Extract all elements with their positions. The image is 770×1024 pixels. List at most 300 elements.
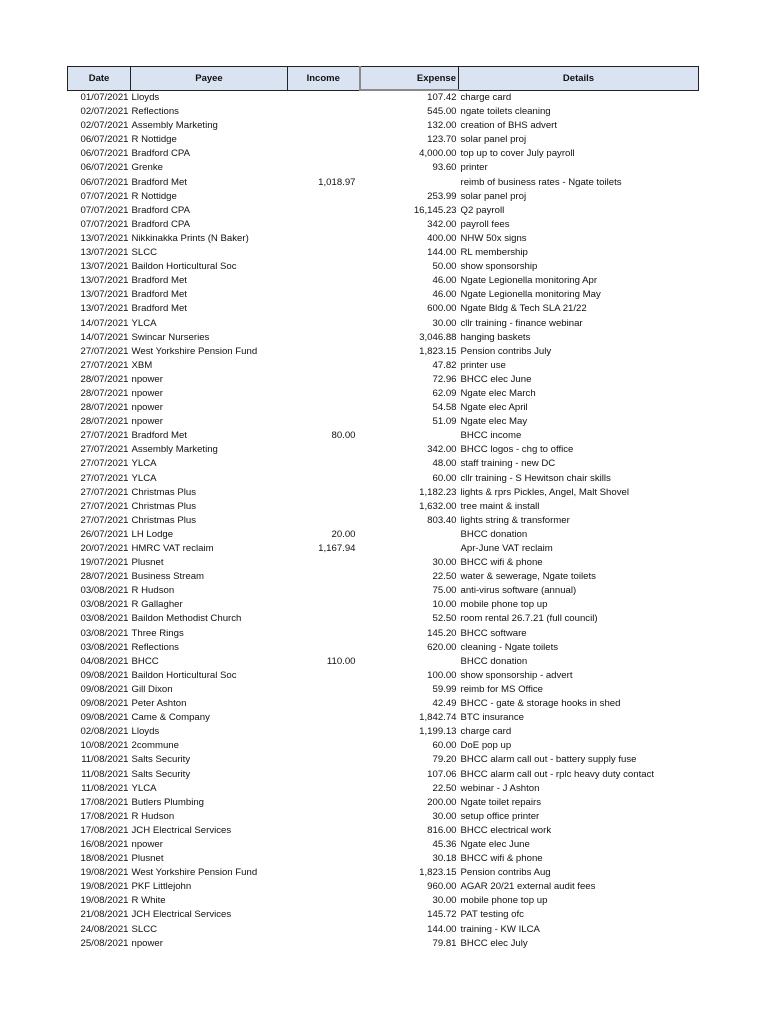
table-row	[68, 866, 699, 880]
cell-date: 07/07/2021	[80, 190, 129, 202]
table-row	[68, 373, 699, 387]
cell-details: hanging baskets	[460, 331, 531, 343]
cell-payee: Grenke	[131, 162, 163, 174]
cell-date: 11/08/2021	[81, 754, 129, 766]
cell-details: solar panel proj	[460, 190, 527, 202]
cell-income	[288, 852, 360, 866]
table-row	[68, 908, 699, 922]
cell-income	[288, 725, 360, 739]
cell-income	[288, 796, 360, 810]
cell-expense: 132.00	[427, 120, 457, 132]
cell-expense: 30.18	[432, 853, 457, 865]
cell-date: 19/07/2021	[80, 557, 129, 569]
cell-expense: 30.00	[432, 895, 457, 907]
cell-details: tree maint & install	[460, 500, 540, 512]
cell-details: BHCC donation	[460, 528, 528, 540]
cell-income: 110.00	[326, 655, 356, 667]
table-row	[68, 147, 699, 161]
cell-date: 25/08/2021	[80, 937, 129, 949]
cell-expense: 79.81	[432, 937, 457, 949]
cell-income	[288, 204, 360, 218]
cell-date: 03/08/2021	[80, 599, 129, 611]
cell-income	[288, 472, 360, 486]
cell-expense: 1,199.13	[419, 726, 457, 738]
cell-income	[288, 345, 360, 359]
cell-details: BHCC alarm call out - rplc heavy duty contact	[460, 768, 655, 780]
cell-expense: 1,823.15	[419, 867, 457, 879]
cell-date: 24/08/2021	[80, 923, 129, 935]
table-row	[68, 880, 699, 894]
table-row	[68, 627, 699, 641]
header-income: Income	[288, 67, 360, 91]
table-row	[68, 894, 699, 908]
cell-details: BHCC elec June	[460, 373, 532, 385]
cell-expense	[360, 655, 459, 669]
cell-income	[288, 514, 360, 528]
cell-expense: 22.50	[432, 571, 457, 583]
cell-date: 28/07/2021	[80, 571, 129, 583]
cell-income	[288, 317, 360, 331]
table-row	[68, 838, 699, 852]
cell-income	[288, 288, 360, 302]
cell-expense: 93.60	[432, 162, 457, 174]
cell-income	[288, 500, 360, 514]
cell-payee: npower	[131, 387, 163, 399]
cell-date: 13/07/2021	[80, 275, 129, 287]
cell-payee: SLCC	[131, 247, 158, 259]
cell-details: BHCC logos - chg to office	[460, 444, 574, 456]
cell-date: 11/08/2021	[81, 782, 129, 794]
cell-expense: 45.36	[432, 838, 457, 850]
cell-expense: 72.96	[432, 373, 457, 385]
cell-expense: 816.00	[427, 824, 457, 836]
header-date: Date	[68, 67, 131, 91]
cell-details: Ngate elec June	[460, 838, 530, 850]
table-row	[68, 486, 699, 500]
cell-date: 17/08/2021	[80, 796, 129, 808]
cell-date: 06/07/2021	[80, 134, 129, 146]
cell-details: room rental 26.7.21 (full council)	[460, 613, 598, 625]
cell-date: 27/07/2021	[80, 458, 129, 470]
cell-expense	[360, 542, 459, 556]
cell-details: PAT testing ofc	[460, 909, 524, 921]
cell-expense: 52.50	[432, 613, 457, 625]
table-row	[68, 753, 699, 767]
cell-income	[288, 669, 360, 683]
table-row	[68, 401, 699, 415]
cell-payee: Bradford Met	[131, 303, 187, 315]
cell-date: 27/07/2021	[80, 430, 129, 442]
cell-date: 16/08/2021	[80, 838, 129, 850]
cell-income	[288, 274, 360, 288]
cell-details: anti-virus software (annual)	[460, 585, 577, 597]
header-details: Details	[459, 67, 699, 91]
cell-details: lights string & transformer	[460, 514, 570, 526]
table-row	[68, 302, 699, 316]
cell-expense: 10.00	[432, 599, 457, 611]
cell-expense: 59.99	[432, 683, 457, 695]
cell-payee: Butlers Plumbing	[131, 796, 205, 808]
cell-expense: 3,046.88	[419, 331, 457, 343]
cell-payee: Assembly Marketing	[131, 120, 218, 132]
cell-expense: 107.42	[427, 92, 457, 103]
cell-date: 28/07/2021	[80, 387, 129, 399]
cell-income	[288, 415, 360, 429]
cell-date: 17/08/2021	[80, 810, 129, 822]
cell-details: training - KW ILCA	[460, 923, 540, 935]
cell-details: AGAR 20/21 external audit fees	[460, 881, 596, 893]
cell-income	[288, 359, 360, 373]
cell-income	[288, 880, 360, 894]
cell-date: 19/08/2021	[80, 881, 129, 893]
cell-details: setup office printer	[460, 810, 540, 822]
cell-income	[288, 598, 360, 612]
cell-expense: 123.70	[427, 134, 457, 146]
cell-income	[288, 331, 360, 345]
cell-details: ngate toilets cleaning	[460, 106, 551, 118]
cell-date: 02/07/2021	[80, 120, 129, 132]
cell-expense: 100.00	[427, 669, 457, 681]
cell-date: 09/08/2021	[80, 683, 129, 695]
cell-details: printer use	[460, 359, 506, 371]
table-row	[68, 105, 699, 119]
cell-payee: Nikkinakka Prints (N Baker)	[131, 232, 249, 244]
table-row	[68, 711, 699, 725]
cell-date: 07/07/2021	[80, 218, 129, 230]
table-row	[68, 345, 699, 359]
cell-income	[288, 373, 360, 387]
table-row	[68, 782, 699, 796]
cell-details: BTC insurance	[460, 712, 524, 724]
cell-details: mobile phone top up	[460, 895, 548, 907]
cell-payee: YLCA	[131, 317, 157, 329]
table-row	[68, 443, 699, 457]
cell-details: Ngate elec May	[460, 416, 528, 428]
cell-date: 14/07/2021	[80, 331, 129, 343]
cell-details: Q2 payroll	[460, 204, 505, 216]
cell-date: 03/08/2021	[80, 585, 129, 597]
cell-income	[288, 711, 360, 725]
header-payee: Payee	[131, 67, 288, 91]
cell-expense: 144.00	[427, 923, 457, 935]
cell-date: 02/07/2021	[80, 106, 129, 118]
cell-payee: npower	[131, 416, 163, 428]
table-row	[68, 584, 699, 598]
cell-date: 06/07/2021	[80, 148, 129, 160]
cell-payee: Bradford CPA	[131, 204, 190, 216]
cell-date: 03/08/2021	[80, 641, 129, 653]
cell-date: 09/08/2021	[80, 712, 129, 724]
cell-details: RL membership	[460, 247, 528, 259]
table-row	[68, 768, 699, 782]
table-row	[68, 232, 699, 246]
cell-income	[288, 824, 360, 838]
cell-payee: npower	[131, 373, 163, 385]
cell-expense: 1,182.23	[419, 486, 457, 498]
ledger-table	[67, 66, 699, 951]
cell-income	[288, 627, 360, 641]
cell-expense: 75.00	[432, 585, 457, 597]
cell-expense: 145.72	[427, 909, 457, 921]
cell-payee: YLCA	[131, 472, 157, 484]
cell-income	[288, 246, 360, 260]
cell-income	[288, 443, 360, 457]
cell-expense: 22.50	[432, 782, 457, 794]
table-row	[68, 204, 699, 218]
cell-details: BHCC income	[460, 430, 522, 442]
cell-income	[288, 260, 360, 274]
cell-date: 13/07/2021	[80, 289, 129, 301]
cell-expense: 960.00	[427, 881, 457, 893]
cell-date: 03/08/2021	[80, 613, 129, 625]
table-row	[68, 429, 699, 443]
table-row	[68, 274, 699, 288]
payments-ledger	[67, 66, 698, 951]
cell-expense: 50.00	[432, 261, 457, 273]
table-row	[68, 176, 699, 190]
cell-details: Ngate Bldg & Tech SLA 21/22	[460, 303, 587, 315]
cell-expense: 1,842.74	[419, 712, 457, 724]
cell-payee: Bradford CPA	[131, 218, 190, 230]
cell-income	[288, 232, 360, 246]
cell-payee: HMRC VAT reclaim	[131, 543, 214, 554]
table-row	[68, 190, 699, 204]
cell-details: BHCC - gate & storage hooks in shed	[460, 698, 621, 710]
cell-date: 04/08/2021	[80, 655, 129, 667]
cell-payee: Christmas Plus	[131, 486, 197, 498]
cell-expense	[360, 176, 459, 190]
cell-date: 06/07/2021	[80, 176, 129, 188]
cell-details: Pension contribs July	[460, 345, 552, 357]
cell-date: 09/08/2021	[80, 669, 129, 681]
cell-details: creation of BHS advert	[460, 120, 558, 132]
table-row	[68, 641, 699, 655]
cell-expense: 48.00	[432, 458, 457, 470]
cell-date: 13/07/2021	[80, 247, 129, 259]
cell-payee: Bradford CPA	[131, 148, 190, 160]
table-row	[68, 655, 699, 669]
cell-payee: R Nottidge	[131, 190, 177, 202]
cell-payee: Swincar Nurseries	[131, 331, 210, 343]
table-row	[68, 824, 699, 838]
cell-expense: 30.00	[432, 810, 457, 822]
cell-date: 21/08/2021	[80, 909, 129, 921]
cell-details: NHW 50x signs	[460, 232, 527, 244]
cell-date: 20/07/2021	[80, 543, 129, 554]
cell-payee: Lloyds	[131, 726, 160, 738]
cell-payee: R Hudson	[131, 810, 175, 822]
cell-income	[288, 190, 360, 204]
cell-details: lights & rprs Pickles, Angel, Malt Shovel	[460, 486, 629, 498]
ledger-body	[68, 90, 699, 951]
table-row	[68, 598, 699, 612]
table-row	[68, 457, 699, 471]
cell-income	[288, 105, 360, 119]
cell-income	[288, 683, 360, 697]
cell-expense: 51.09	[432, 416, 457, 428]
cell-payee: BHCC	[131, 655, 159, 667]
cell-payee: JCH Electrical Services	[131, 824, 232, 836]
cell-details: DoE pop up	[460, 740, 512, 752]
cell-expense: 620.00	[427, 641, 457, 653]
cell-payee: Bradford Met	[131, 430, 187, 442]
cell-income	[288, 218, 360, 232]
cell-income	[288, 161, 360, 175]
cell-date: 02/08/2021	[80, 726, 129, 738]
cell-details: top up to cover July payroll	[460, 148, 575, 160]
cell-details: mobile phone top up	[460, 599, 548, 611]
header-row	[68, 67, 699, 91]
cell-income: 80.00	[331, 430, 356, 442]
cell-details: Ngate Legionella monitoring Apr	[460, 275, 598, 287]
cell-payee: R Hudson	[131, 585, 175, 597]
table-row	[68, 683, 699, 697]
table-row	[68, 387, 699, 401]
cell-date: 26/07/2021	[80, 528, 129, 540]
cell-income	[288, 838, 360, 852]
table-row	[68, 570, 699, 584]
cell-expense: 1,823.15	[419, 345, 457, 357]
cell-income	[288, 923, 360, 937]
cell-expense: 42.49	[432, 698, 457, 710]
cell-payee: XBM	[131, 359, 153, 371]
cell-payee: Plusnet	[131, 557, 164, 569]
cell-expense: 62.09	[432, 387, 457, 399]
cell-date: 18/08/2021	[80, 853, 129, 865]
cell-date: 01/07/2021	[80, 91, 129, 103]
table-row	[68, 260, 699, 274]
cell-date: 17/08/2021	[80, 824, 129, 836]
table-row	[68, 119, 699, 133]
cell-date: 27/07/2021	[80, 359, 129, 371]
table-row	[68, 161, 699, 175]
cell-payee: npower	[131, 937, 163, 949]
cell-expense: 107.06	[427, 768, 457, 780]
cell-date: 10/08/2021	[80, 740, 129, 752]
cell-payee: Baildon Horticultural Soc	[131, 261, 237, 273]
cell-payee: Reflections	[131, 641, 179, 653]
cell-date: 11/08/2021	[81, 768, 129, 780]
cell-details: payroll fees	[460, 218, 510, 230]
cell-details: Ngate toilet repairs	[460, 796, 542, 808]
cell-income	[288, 894, 360, 908]
table-row	[68, 923, 699, 937]
cell-expense: 54.58	[432, 402, 457, 414]
cell-income	[288, 753, 360, 767]
cell-details: Ngate elec April	[460, 402, 528, 414]
cell-details: BHCC wifi & phone	[460, 853, 543, 865]
cell-expense: 16,145.23	[413, 204, 457, 216]
cell-details: Ngate elec March	[460, 387, 536, 399]
table-row	[68, 739, 699, 753]
cell-details: BHCC electrical work	[460, 824, 552, 836]
table-row	[68, 90, 699, 105]
cell-expense: 1,632.00	[419, 500, 457, 512]
table-row	[68, 288, 699, 302]
cell-date: 07/07/2021	[80, 204, 129, 216]
cell-payee: Gill Dixon	[131, 683, 173, 695]
cell-details: show sponsorship	[460, 261, 538, 273]
cell-income	[288, 457, 360, 471]
cell-date: 27/07/2021	[80, 444, 129, 456]
cell-date: 14/07/2021	[80, 317, 129, 329]
table-row	[68, 331, 699, 345]
cell-expense: 30.00	[432, 317, 457, 329]
cell-income	[288, 147, 360, 161]
cell-income	[288, 584, 360, 598]
cell-payee: Bradford Met	[131, 176, 187, 188]
cell-payee: West Yorkshire Pension Fund	[131, 345, 258, 357]
cell-date: 27/07/2021	[80, 345, 129, 357]
cell-date: 19/08/2021	[80, 895, 129, 907]
cell-expense: 342.00	[427, 218, 457, 230]
cell-details: printer	[460, 162, 488, 174]
cell-expense: 144.00	[427, 247, 457, 259]
cell-details: show sponsorship - advert	[460, 669, 573, 681]
cell-income	[288, 937, 360, 951]
cell-income	[288, 486, 360, 500]
table-row	[68, 697, 699, 711]
cell-date: 28/07/2021	[80, 373, 129, 385]
table-row	[68, 359, 699, 373]
cell-date: 28/07/2021	[80, 402, 129, 414]
cell-expense	[360, 429, 459, 443]
table-row	[68, 528, 699, 542]
cell-payee: Business Stream	[131, 571, 205, 583]
cell-details: BHCC software	[460, 627, 527, 639]
cell-details: BHCC elec July	[460, 937, 528, 949]
cell-payee: Lloyds	[131, 91, 160, 103]
cell-income	[288, 133, 360, 147]
cell-payee: Three Rings	[131, 627, 184, 639]
table-row	[68, 317, 699, 331]
cell-date: 09/08/2021	[80, 698, 129, 710]
cell-details: staff training - new DC	[460, 458, 556, 470]
cell-payee: Plusnet	[131, 853, 164, 865]
cell-details: Pension contribs Aug	[460, 867, 551, 879]
table-row	[68, 514, 699, 528]
cell-details: BHCC donation	[460, 655, 528, 667]
cell-payee: Came & Company	[131, 712, 210, 724]
cell-date: 27/07/2021	[80, 472, 129, 484]
cell-income	[288, 810, 360, 824]
cell-income	[288, 90, 360, 105]
cell-details: webinar - J Ashton	[460, 782, 540, 794]
cell-income	[288, 556, 360, 570]
cell-income	[288, 739, 360, 753]
table-row	[68, 133, 699, 147]
table-row	[68, 542, 699, 556]
cell-expense: 400.00	[427, 232, 457, 244]
cell-payee: LH Lodge	[131, 528, 174, 540]
cell-income	[288, 302, 360, 316]
cell-details: charge card	[460, 726, 512, 738]
cell-payee: PKF Littlejohn	[131, 881, 192, 893]
cell-expense: 545.00	[427, 106, 457, 118]
cell-details: solar panel proj	[460, 134, 527, 146]
cell-date: 19/08/2021	[80, 867, 129, 879]
cell-date: 28/07/2021	[80, 416, 129, 428]
cell-expense: 342.00	[427, 444, 457, 456]
cell-income	[288, 570, 360, 584]
cell-details: water & sewerage, Ngate toilets	[460, 571, 596, 583]
cell-details: BHCC wifi & phone	[460, 557, 543, 569]
cell-payee: Baildon Horticultural Soc	[131, 669, 237, 681]
table-row	[68, 246, 699, 260]
cell-payee: Salts Security	[131, 768, 191, 780]
cell-expense: 60.00	[432, 740, 457, 752]
cell-expense: 600.00	[427, 303, 457, 315]
